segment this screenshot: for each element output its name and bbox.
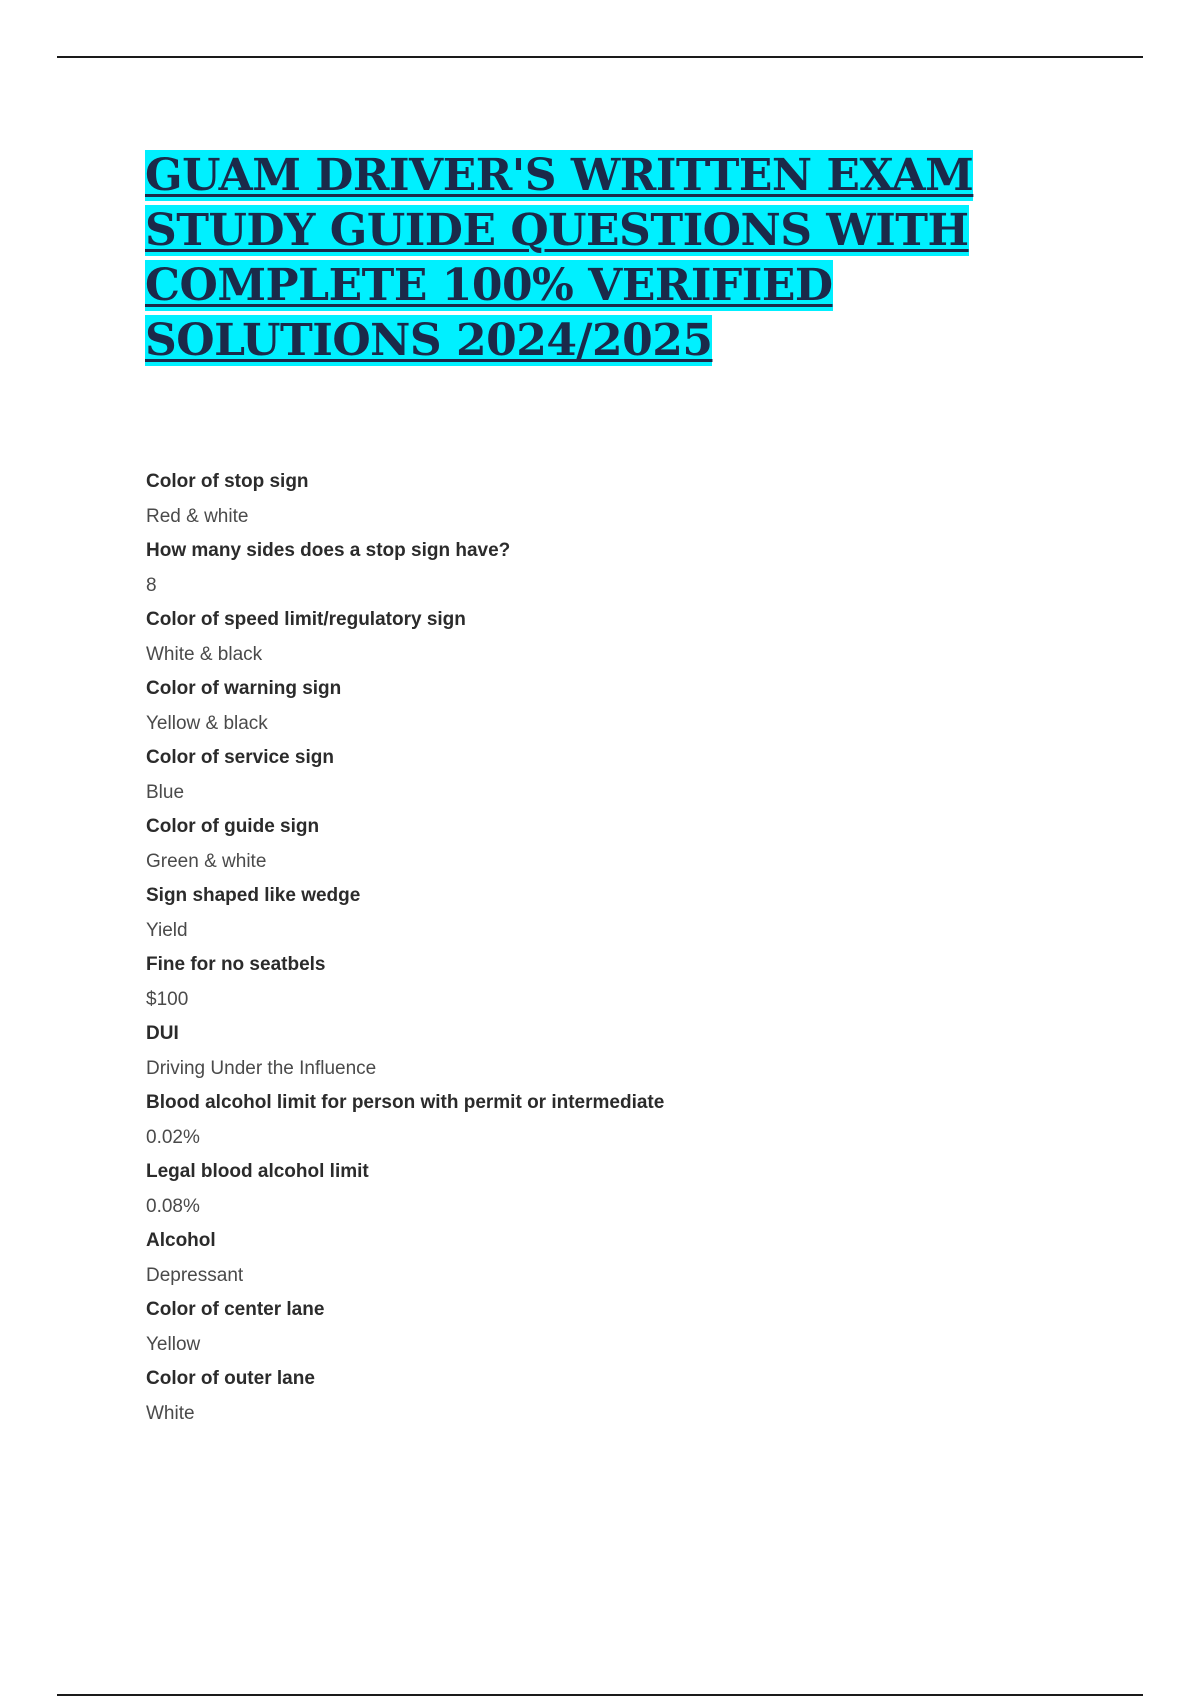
answer-text: $100 [146, 989, 189, 1010]
qa-item [146, 879, 1046, 948]
question-text: Color of speed limit/regulatory sign [146, 609, 466, 630]
answer-text: Yellow [146, 1334, 201, 1355]
document-title [145, 148, 1145, 368]
qa-item [146, 1224, 1046, 1293]
qa-item [146, 810, 1046, 879]
title-line: COMPLETE 100% VERIFIED [145, 260, 833, 311]
qa-item [146, 1155, 1046, 1224]
bottom-rule [57, 1694, 1143, 1696]
qa-item [146, 1293, 1046, 1362]
answer-text: 0.08% [146, 1196, 200, 1217]
qa-item [146, 672, 1046, 741]
question-text: How many sides does a stop sign have? [146, 540, 511, 561]
answer-text: Yield [146, 920, 188, 941]
qa-item [146, 1086, 1046, 1155]
answer-text: 8 [146, 575, 157, 596]
answer-text: Driving Under the Influence [146, 1058, 377, 1079]
title-line: GUAM DRIVER'S WRITTEN EXAM [145, 150, 974, 201]
answer-text: Blue [146, 782, 185, 803]
top-rule [57, 56, 1143, 58]
question-text: Color of service sign [146, 747, 334, 768]
question-text: Sign shaped like wedge [146, 885, 361, 906]
qa-item [146, 948, 1046, 1017]
answer-text: White & black [146, 644, 263, 665]
qa-item [146, 1017, 1046, 1086]
question-text: Color of guide sign [146, 816, 320, 837]
question-text: Blood alcohol limit for person with permit or intermediate [146, 1092, 665, 1113]
qa-item [146, 603, 1046, 672]
question-text: Legal blood alcohol limit [146, 1161, 369, 1182]
question-text: Fine for no seatbels [146, 954, 326, 975]
question-text: Color of stop sign [146, 471, 309, 492]
title-line: SOLUTIONS 2024/2025 [145, 315, 713, 366]
title-line: STUDY GUIDE QUESTIONS WITH [145, 205, 969, 256]
answer-text: Yellow & black [146, 713, 268, 734]
qa-item [146, 465, 1046, 534]
qa-item [146, 1362, 1046, 1431]
answer-text: Red & white [146, 506, 249, 527]
answer-text: Depressant [146, 1265, 244, 1286]
qa-item [146, 534, 1046, 603]
question-text: Alcohol [146, 1230, 216, 1251]
question-text: DUI [146, 1023, 179, 1044]
qa-list [146, 465, 1046, 1431]
answer-text: White [146, 1403, 195, 1424]
question-text: Color of warning sign [146, 678, 342, 699]
question-text: Color of center lane [146, 1299, 325, 1320]
qa-item [146, 741, 1046, 810]
title-block [145, 148, 1145, 368]
answer-text: Green & white [146, 851, 267, 872]
answer-text: 0.02% [146, 1127, 200, 1148]
question-text: Color of outer lane [146, 1368, 315, 1389]
